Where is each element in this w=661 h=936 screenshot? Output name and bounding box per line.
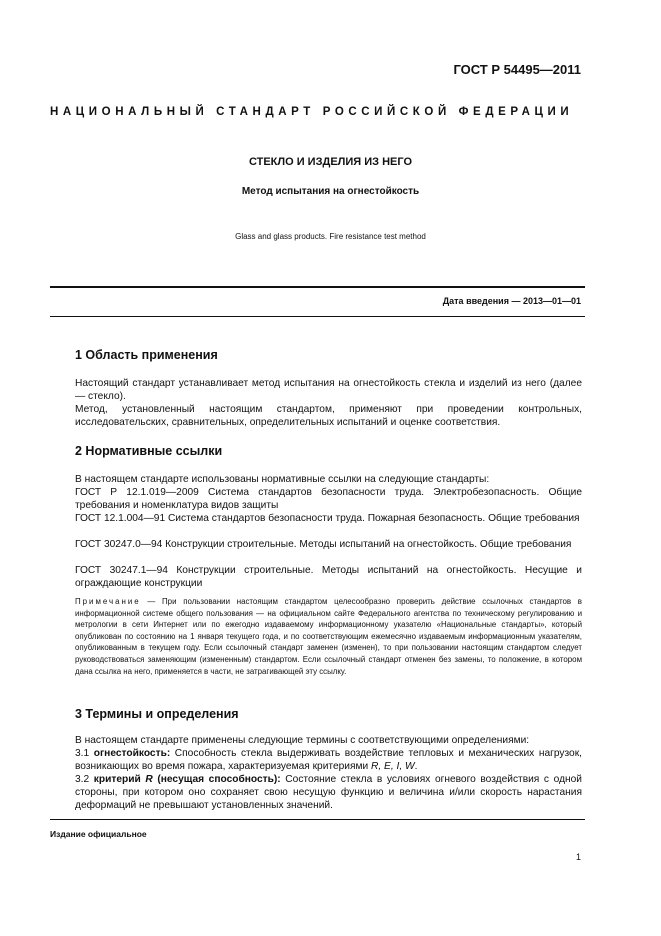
footer-divider [50,819,585,820]
section-1-text-2: Метод, установленный настоящим стандартом, применяют при проведении контрольных, исследовательских, сравнительных, определительных испытаний и оценке соответствия. [75,404,582,429]
reference-3 [50,538,582,551]
term-3-2-name-a: критерий [93,774,146,785]
section-1-text-1: Настоящий стандарт устанавливает метод испытания на огнестойкость стекла и изделий из него (далее — стекло). [75,378,582,403]
term-3-2-number: 3.2 [75,774,94,785]
reference-1-text: ГОСТ Р 12.1.019—2009 Система стандартов безопасности труда. Электробезопасность. Общие требования и номенклатура видов защиты [75,487,582,512]
note-label: Примечание [75,597,141,606]
document-title: СТЕКЛО И ИЗДЕЛИЯ ИЗ НЕГО [248,156,413,168]
note-text: — При пользовании настоящим стандартом целесообразно проверить действие ссылочных стандартов в информационной системе общего пользования — на официальном сайте Федерального агентства по техническому регулированию и метрологии в сети Интернет или по ежегодно издаваемому информационному указателю «Национальные стандарты», который опубликован по состоянию на 1 января текущего года, и по соответствующим ежемесячно издаваемым информационным указателям, опубликованным в текущем году. Если ссылочный стандарт заменен (изменен), то при пользовании настоящим стандартом следует руководствоваться заменяющим (измененным) стандартом. Если ссылочный стандарт отменен без замены, то положение, в котором дана ссылка на него, применяется в части, не затрагивающей эту ссылку. [75,597,582,676]
term-3-1-number: 3.1 [75,748,94,759]
reference-1 [50,486,582,512]
reference-3-text: ГОСТ 30247.0—94 Конструкции строительные. Методы испытаний на огнестойкость. Общие требования [75,539,572,550]
term-3-1 [50,747,582,773]
document-subtitle: Метод испытания на огнестойкость [241,186,420,197]
section-3-intro-text: В настоящем стандарте применены следующие термины с соответствующими определениями: [75,735,530,746]
term-3-1-name: огнестойкость: [93,748,171,759]
term-3-2-name-b: (несущая способность): [152,774,281,785]
header-divider [50,286,585,288]
national-standard-banner: НАЦИОНАЛЬНЫЙ СТАНДАРТ РОССИЙСКОЙ ФЕДЕРАЦИИ [50,106,574,118]
date-divider [50,316,585,317]
term-3-2-definition: Состояние стекла в условиях огневого воздействия с одной стороны, при котором оно сохраняет свою несущую функцию и величина и/или скорость нарастания деформаций не превышают установленных значений. [75,774,582,812]
reference-2-text: ГОСТ 12.1.004—91 Система стандартов безопасности труда. Пожарная безопасность. Общие требования [75,513,580,524]
term-3-1-definition: Способность стекла выдерживать воздействие тепловых и механических нагрузок, возникающих во время пожара, характеризуемая критериями [75,748,582,773]
section-2-heading: 2 Нормативные ссылки [75,444,223,458]
introduction-date: Дата введения — 2013—01—01 [442,296,581,306]
section-2-intro-text: В настоящем стандарте использованы нормативные ссылки на следующие стандарты: [75,474,490,485]
term-3-2 [50,773,582,813]
document-title-english: Glass and glass products. Fire resistance test method [235,232,426,241]
reference-4-text: ГОСТ 30247.1—94 Конструкции строительные. Методы испытаний на огнестойкость. Несущие и ограждающие конструкции [75,565,582,590]
section-1-paragraph-1 [50,377,582,403]
reference-2 [50,512,582,525]
term-3-1-criteria: R, E, I, W [371,761,415,773]
page-number: 1 [575,852,581,862]
section-1-heading: 1 Область применения [75,348,218,362]
term-3-1-end: . [414,761,418,773]
edition-label: Издание официальное [50,829,147,839]
section-1-paragraph-2 [50,403,582,429]
section-3-intro [50,734,582,747]
term-3-2-name-r: R [145,774,153,785]
section-2-intro [50,473,582,486]
section-2-note [50,596,582,677]
gost-number: ГОСТ Р 54495—2011 [453,62,581,77]
reference-4 [50,564,582,590]
section-3-heading: 3 Термины и определения [75,707,239,721]
